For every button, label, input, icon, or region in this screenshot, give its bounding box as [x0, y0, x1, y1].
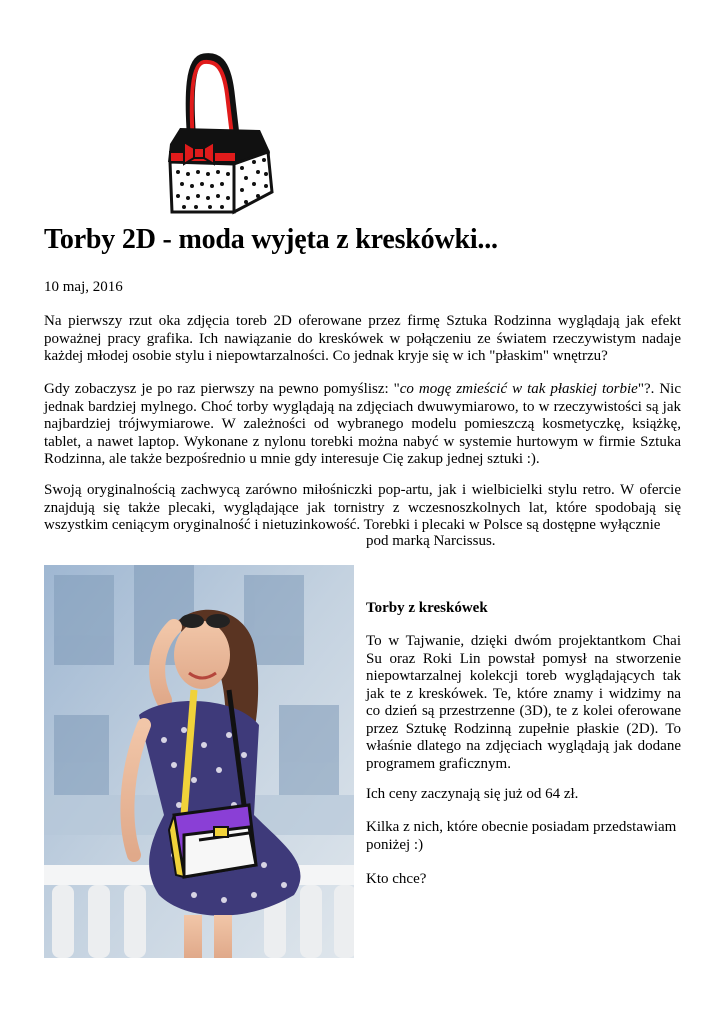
quote-text: co mogę zmieścić w tak płaskiej torbie [399, 381, 638, 397]
paragraph-capacity-start: Gdy zobaczysz je po raz pierwszy na pewno pomyślisz: " [44, 381, 400, 397]
paragraph-intro: Na pierwszy rzut oka zdjęcia toreb 2D oferowane przez firmę Sztuka Rodzinna wyglądają jak efekt poważnej pracy grafika. Ich nawiązanie do kreskówek w połączeniu ze światem rzeczywistym nadaje każdej młodej osobie stylu i niepowtarzalności. Co jednak kryje się w ich "płaskim" wnętrzu? [44, 313, 681, 364]
paragraph-capacity [44, 381, 681, 469]
paragraph-offer: Swoją oryginalnością zachwycą zarówno miłośniczki pop-artu, jak i wielbicielki stylu retro. W ofercie znajdują się także plecaki, wyglądające jak tornistry z wczesnoszkolnych lat, które spodobają się wszystkim ceniącym oryginalność i nietuzinkowość. Torebki i plecaki w Polsce są dostępne wyłącznie [44, 482, 681, 533]
paragraph-capacity-rest: "?. Nic jednak bardziej mylnego. Choć torby wyglądają na zdjęciach dwuwymiarowo, to w rzeczywistości są jak najbardziej trójwymiarowe. W zależności od wybranego modelu pomieszczą kosmetyczkę, książkę, tablet, a nawet laptop. Wykonane z nylonu torebki można nabyć w systemie hurtowym w firmie Sztuka Rodzinna, ale także bezpośrednio u mnie gdy interesuje Cię zakup jednej sztuki :). [44, 381, 681, 467]
sidebar-paragraph-collection: Kilka z nich, które obecnie posiadam przedstawiam poniżej :) [366, 819, 677, 853]
article-date: 10 maj, 2016 [44, 279, 123, 295]
article-title: Torby 2D - moda wyjęta z kreskówki... [44, 224, 498, 255]
cartoon-handbag-icon [160, 52, 278, 218]
sidebar-paragraph-origin: To w Tajwanie, dzięki dwóm projektantkom Chai Su oraz Roki Lin powstał pomysł na stworzenie niepowtarzalnej kolekcji toreb wyglądających tak jak te z kreskówek. Te, które znamy i widzimy na co dzień są przestrzenne (3D), te z kolei oferowane przez Sztukę Rodzinną zupełnie płaskie (2D). To właśnie dlatego na zdjęciach wyglądają jak dodane programem graficznym. [366, 633, 681, 772]
paragraph-offer-tail: pod marką Narcissus. [366, 533, 496, 549]
sidebar-paragraph-question: Kto chce? [366, 871, 427, 887]
sidebar-paragraph-price: Ich ceny zaczynają się już od 64 zł. [366, 786, 579, 802]
woman-with-2d-bag-photo [44, 565, 354, 958]
sidebar-title: Torby z kreskówek [366, 600, 488, 616]
